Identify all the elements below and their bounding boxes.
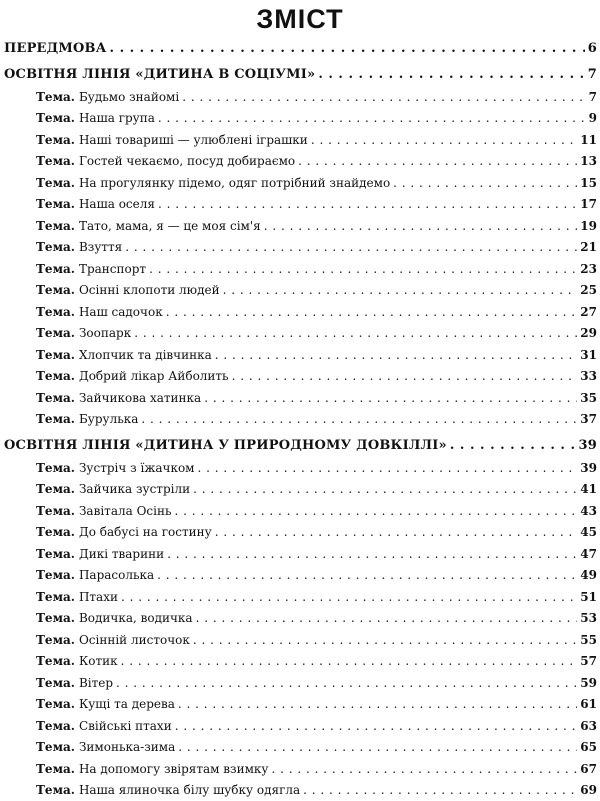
topic-label: Тема. [36,412,75,426]
page-number: 31 [580,347,597,362]
page-number: 7 [587,67,597,82]
page-number: 67 [580,761,597,776]
topic-label: Тема. [36,390,75,405]
toc-topic-row [36,172,597,194]
topic-label: Тема. [36,304,75,319]
topic-title: Водичка, водичка [78,611,193,625]
topic-title: Наша оселя [78,197,155,211]
toc-section-row [4,38,597,60]
dot-leader [121,650,578,672]
dot-leader [166,301,578,323]
dot-leader [215,344,578,366]
topic-title: Транспорт [78,261,147,276]
topic-title: Осінній листочок [78,632,190,647]
page-number: 11 [580,132,597,147]
dot-leader [318,64,584,86]
toc-topic-row [36,150,597,172]
toc-topic-row [36,650,597,672]
dot-leader [271,758,577,780]
toc-topic-row [36,607,597,629]
page-number: 41 [580,482,597,496]
topic-title: Дикі тварини [78,546,165,561]
topic-label: Тема. [36,675,75,690]
page-number: 23 [580,261,597,276]
topic-title: Зайчика зустріли [78,482,191,496]
topic-title: Будьмо знайомі [78,89,180,104]
topic-title: Кущі та дерева [78,697,175,711]
toc-topic-row [36,500,597,522]
toc-topic-row [36,301,597,323]
topic-title: Наш садочок [78,304,163,319]
topic-title: На допомогу звірятам взимку [78,761,269,776]
topic-title: Гостей чекаємо, посуд добираємо [78,154,296,168]
topic-label: Тема. [36,326,75,340]
dot-leader [196,607,578,629]
page-number: 47 [580,546,597,561]
toc-topic-row [36,193,597,215]
toc-topic-row [36,564,597,586]
section-title: ОСВІТНЯ ЛІНІЯ «ДИТИНА У ПРИРОДНОМУ ДОВКІЛЛІ» [4,438,447,453]
dot-leader [116,672,577,694]
topic-label: Тема. [36,654,75,668]
page-number: 57 [580,654,597,668]
page-number: 69 [580,783,597,797]
page-number: 35 [580,390,597,405]
topic-title: Хлопчик та дівчинка [78,347,212,362]
toc-topic-row [36,279,597,301]
dot-leader [393,172,577,194]
topic-title: Завітала Осінь [78,503,172,518]
topic-title: Зоопарк [78,326,132,340]
toc-topic-row [36,693,597,715]
page-number: 59 [580,675,597,690]
dot-leader [178,736,577,758]
page-number: 15 [580,175,597,190]
toc-topic-row [36,236,597,258]
topic-label: Тема. [36,503,75,518]
dot-leader [193,478,577,500]
topic-title: Наша група [78,111,155,125]
toc-topic-row [36,629,597,651]
dot-leader [182,86,585,108]
topic-label: Тема. [36,761,75,776]
toc-topic-row [36,387,597,409]
toc-topic-row [36,365,597,387]
toc-topic-row [36,86,597,108]
dot-leader [204,387,577,409]
toc-topic-row [36,586,597,608]
page-number: 9 [588,111,597,125]
topic-label: Тема. [36,283,75,297]
page-number: 21 [580,240,597,254]
dot-leader [134,322,577,344]
page-number: 17 [580,197,597,211]
topic-label: Тема. [36,697,75,711]
topic-title: Взуття [78,240,123,254]
dot-leader [121,586,577,608]
page-number: 65 [580,740,597,754]
page-number: 51 [580,589,597,604]
topic-label: Тема. [36,197,75,211]
dot-leader [298,150,577,172]
topic-label: Тема. [36,460,75,475]
section-title: ПЕРЕДМОВА [4,41,107,56]
topic-label: Тема. [36,369,75,383]
topic-label: Тема. [36,568,75,582]
topic-title: Тато, мама, я — це моя сім'я [78,218,261,233]
page-number: 6 [587,41,597,56]
page-number: 33 [580,369,597,383]
toc-topic-row [36,322,597,344]
topic-label: Тема. [36,611,75,625]
topic-label: Тема. [36,218,75,233]
dot-leader [178,693,577,715]
dot-leader [167,543,577,565]
topic-label: Тема. [36,175,75,190]
toc-topic-row [36,478,597,500]
dot-leader [223,279,578,301]
toc-topic-row [36,215,597,237]
topic-title: Зустріч з їжачком [78,460,195,475]
toc-topic-row [36,129,597,151]
page-number: 63 [580,718,597,733]
toc-topic-row [36,758,597,780]
dot-leader [232,365,578,387]
page-number: 27 [580,304,597,319]
toc-topic-row [36,408,597,430]
toc-section-row [4,435,597,457]
topic-title: Вітер [78,675,114,690]
page-number: 25 [580,283,597,297]
page-number: 7 [588,89,597,104]
topic-title: Парасолька [78,568,155,582]
toc-topic-row [36,457,597,479]
topic-label: Тема. [36,546,75,561]
topic-label: Тема. [36,718,75,733]
topic-title: Осінні клопоти людей [78,283,220,297]
page-number: 13 [580,154,597,168]
topic-title: На прогулянку підемо, одяг потрібний знайдемо [78,175,391,190]
dot-leader [450,435,576,457]
toc-topic-row [36,258,597,280]
page-number: 19 [580,218,597,233]
toc-topic-row [36,521,597,543]
topic-title: Птахи [78,589,118,604]
topic-label: Тема. [36,783,75,797]
topic-title: Наші товариші — улюблені іграшки [78,132,308,147]
dot-leader [264,215,578,237]
dot-leader [175,500,578,522]
toc-topic-row [36,715,597,737]
dot-leader [215,521,578,543]
dot-leader [303,779,577,801]
page-number: 43 [580,503,597,518]
topic-title: До бабусі на гостину [78,525,212,539]
toc-topic-row [36,672,597,694]
dot-leader [198,457,578,479]
page-number: 61 [580,697,597,711]
dot-leader [158,107,586,129]
topic-label: Тема. [36,111,75,125]
page-number: 39 [578,438,597,453]
toc-topic-row [36,779,597,801]
page-number: 53 [580,611,597,625]
dot-leader [157,564,577,586]
topic-label: Тема. [36,740,75,754]
topic-label: Тема. [36,525,75,539]
dot-leader [158,193,577,215]
dot-leader [193,629,577,651]
topic-label: Тема. [36,482,75,496]
toc-topic-row [36,107,597,129]
topic-title: Наша ялиночка білу шубку одягла [78,783,301,797]
dot-leader [175,715,578,737]
page-number: 29 [580,326,597,340]
dot-leader [110,38,585,60]
dot-leader [149,258,577,280]
toc-topic-row [36,736,597,758]
page-number: 39 [580,460,597,475]
topic-title: Добрий лікар Айболить [78,369,229,383]
dot-leader [125,236,577,258]
topic-title: Зайчикова хатинка [78,390,202,405]
topic-label: Тема. [36,89,75,104]
topic-label: Тема. [36,261,75,276]
topic-title: Бурулька [78,412,139,426]
topic-title: Котик [78,654,118,668]
topic-label: Тема. [36,132,75,147]
toc-section-row [4,64,597,86]
page-number: 45 [580,525,597,539]
topic-label: Тема. [36,347,75,362]
toc-topic-row [36,543,597,565]
page-number: 49 [580,568,597,582]
page-number: 55 [580,632,597,647]
topic-title: Зимонька-зима [78,740,176,754]
topic-label: Тема. [36,632,75,647]
page-number: 37 [580,412,597,426]
dot-leader [141,408,577,430]
dot-leader [311,129,577,151]
topic-title: Свійські птахи [78,718,172,733]
topic-label: Тема. [36,240,75,254]
toc-topic-row [36,344,597,366]
page-title: ЗМІСТ [256,4,344,34]
topic-label: Тема. [36,154,75,168]
section-title: ОСВІТНЯ ЛІНІЯ «ДИТИНА В СОЦІУМІ» [4,67,316,82]
topic-label: Тема. [36,589,75,604]
